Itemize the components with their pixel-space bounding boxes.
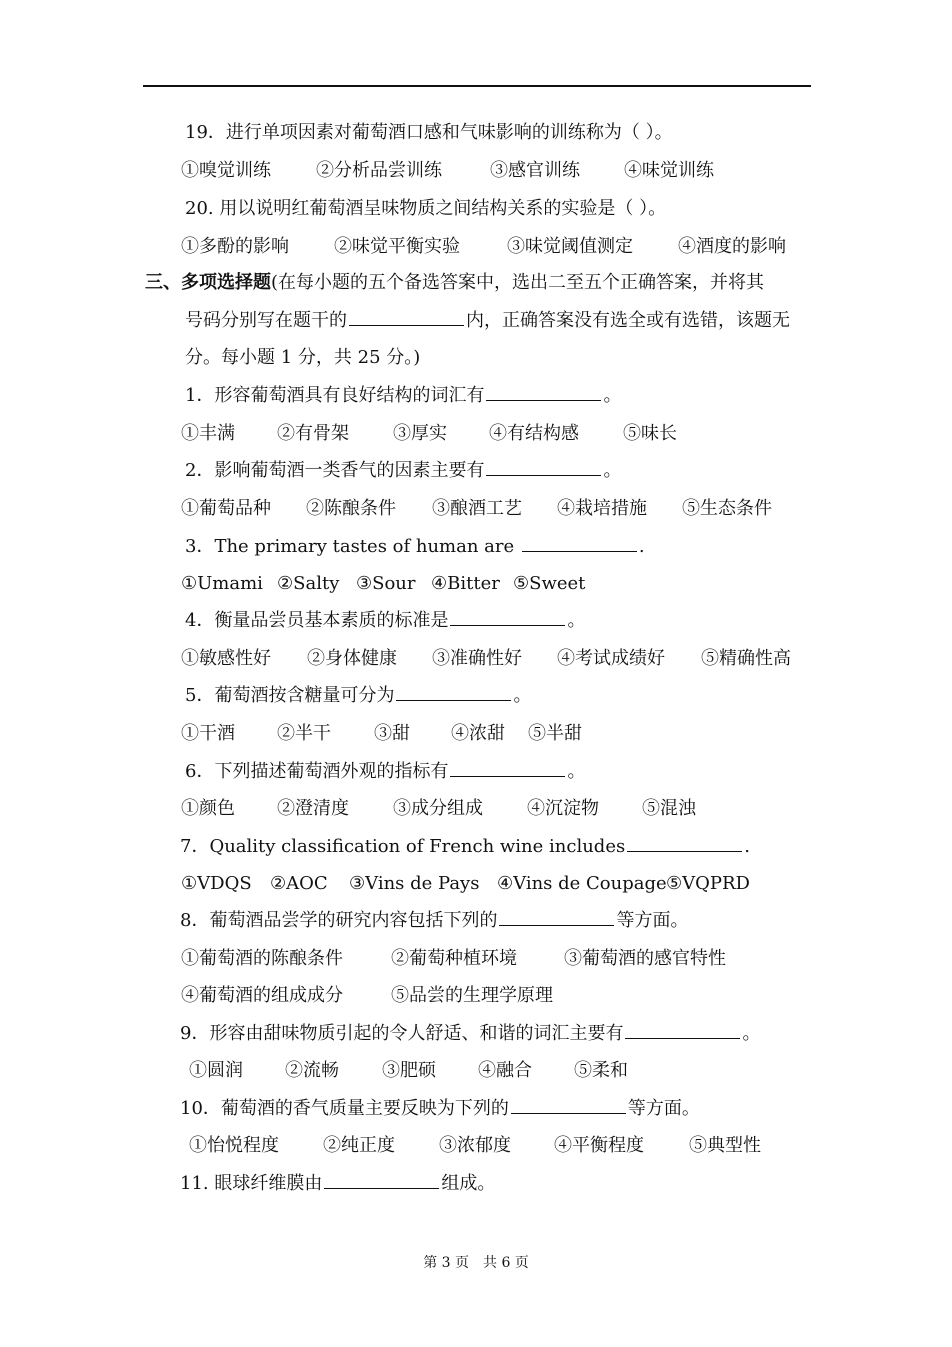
option: ②AOC xyxy=(270,873,328,894)
multi-question-4-stem: 4．衡量品尝员基本素质的标准是 。 xyxy=(185,610,586,631)
multi-question-7-stem: 7．Quality classification of French wine includes . xyxy=(180,836,750,857)
option: ③酿酒工艺 xyxy=(432,498,522,519)
question-20-stem: 20. 用以说明红葡萄酒呈味物质之间结构关系的实验是（ ）。 xyxy=(185,198,667,219)
answer-blank xyxy=(450,760,565,777)
option: ⑤品尝的生理学原理 xyxy=(391,985,553,1006)
option: ②身体健康 xyxy=(307,648,397,669)
option: ②分析品尝训练 xyxy=(316,160,442,181)
option: ③肥硕 xyxy=(382,1060,436,1081)
option: ④栽培措施 xyxy=(557,498,647,519)
option: ③Vins de Pays xyxy=(349,873,480,894)
option: ⑤精确性高 xyxy=(701,648,791,669)
header-rule xyxy=(143,85,811,87)
option: ③Sour xyxy=(356,573,416,594)
option: ④沉淀物 xyxy=(527,798,599,819)
answer-blank xyxy=(349,309,464,326)
option: ④葡萄酒的组成成分 xyxy=(181,985,343,1006)
option: ⑤典型性 xyxy=(689,1135,761,1156)
option: ②流畅 xyxy=(285,1060,339,1081)
option: ②纯正度 xyxy=(323,1135,395,1156)
multi-question-11-stem: 11. 眼球纤维膜由 组成。 xyxy=(180,1173,496,1194)
option: ③成分组成 xyxy=(393,798,483,819)
option: ⑤柔和 xyxy=(574,1060,628,1081)
option: ③浓郁度 xyxy=(439,1135,511,1156)
answer-blank xyxy=(396,684,511,701)
multi-question-8-stem: 8．葡萄酒品尝学的研究内容包括下列的 等方面。 xyxy=(180,910,689,931)
option: ①丰满 xyxy=(181,423,235,444)
page-footer: 第 3 页 共 6 页 xyxy=(423,1255,529,1271)
option: ①颜色 xyxy=(181,798,235,819)
multi-question-5-stem: 5．葡萄酒按含糖量可分为 。 xyxy=(185,685,532,706)
option: ②澄清度 xyxy=(277,798,349,819)
section-3-heading xyxy=(145,271,764,295)
option: ③感官训练 xyxy=(490,160,580,181)
option: ①葡萄品种 xyxy=(181,498,271,519)
option: ①葡萄酒的陈酿条件 xyxy=(181,948,343,969)
option: ③准确性好 xyxy=(432,648,522,669)
option: ④Vins de Coupage xyxy=(497,873,667,894)
answer-blank xyxy=(499,909,614,926)
option: ⑤Sweet xyxy=(513,573,586,594)
option: ④融合 xyxy=(478,1060,532,1081)
option: ②味觉平衡实验 xyxy=(334,236,460,257)
option: ④平衡程度 xyxy=(554,1135,644,1156)
answer-blank xyxy=(522,535,637,552)
multi-question-2-stem: 2．影响葡萄酒一类香气的因素主要有 。 xyxy=(185,460,622,481)
option: ②有骨架 xyxy=(277,423,349,444)
option: ②半干 xyxy=(277,723,331,744)
option: ①圆润 xyxy=(189,1060,243,1081)
answer-blank xyxy=(486,459,601,476)
option: ⑤半甜 xyxy=(528,723,582,744)
option: ①敏感性好 xyxy=(181,648,271,669)
option: ⑤生态条件 xyxy=(682,498,772,519)
option: ④有结构感 xyxy=(489,423,579,444)
option: ⑤味长 xyxy=(623,423,677,444)
option: ③厚实 xyxy=(393,423,447,444)
option: ②葡萄种植环境 xyxy=(391,948,517,969)
section-3-intro-line-3: 分。每小题 1 分，共 25 分。) xyxy=(185,347,421,368)
answer-blank xyxy=(324,1172,439,1189)
section-3-intro: (在每小题的五个备选答案中，选出二至五个正确答案，并将其 xyxy=(271,272,765,293)
option: ①嗅觉训练 xyxy=(181,160,271,181)
question-19-stem: 19．进行单项因素对葡萄酒口感和气味影响的训练称为（ ）。 xyxy=(185,122,673,143)
option: ③味觉阈值测定 xyxy=(507,236,633,257)
answer-blank xyxy=(450,609,565,626)
option: ①怡悦程度 xyxy=(189,1135,279,1156)
option: ⑤混浊 xyxy=(642,798,696,819)
multi-question-10-stem: 10．葡萄酒的香气质量主要反映为下列的 等方面。 xyxy=(180,1098,700,1119)
option: ①VDQS xyxy=(181,873,252,894)
option: ③葡萄酒的感官特性 xyxy=(564,948,726,969)
option: ④酒度的影响 xyxy=(678,236,786,257)
option: ④考试成绩好 xyxy=(557,648,665,669)
answer-blank xyxy=(511,1097,626,1114)
multi-question-3-stem: 3．The primary tastes of human are . xyxy=(185,536,645,557)
multi-question-1-stem: 1．形容葡萄酒具有良好结构的词汇有 。 xyxy=(185,385,622,406)
option: ④味觉训练 xyxy=(624,160,714,181)
option: ③甜 xyxy=(374,723,410,744)
multi-question-6-stem: 6．下列描述葡萄酒外观的指标有 。 xyxy=(185,761,586,782)
multi-question-9-stem: 9．形容由甜味物质引起的令人舒适、和谐的词汇主要有 。 xyxy=(180,1023,761,1044)
section-3-intro-line-2: 号码分别写在题干的 内，正确答案没有选全或有选错，该题无 xyxy=(185,310,790,331)
option: ④浓甜 xyxy=(451,723,505,744)
answer-blank xyxy=(627,835,742,852)
option: ②Salty xyxy=(277,573,340,594)
option: ①多酚的影响 xyxy=(181,236,289,257)
answer-blank xyxy=(625,1022,740,1039)
answer-blank xyxy=(486,384,601,401)
section-3-title: 三、多项选择题 xyxy=(145,272,271,293)
option: ①干酒 xyxy=(181,723,235,744)
option: ④Bitter xyxy=(431,573,500,594)
option: ②陈酿条件 xyxy=(306,498,396,519)
option: ⑤VQPRD xyxy=(666,873,750,894)
option: ①Umami xyxy=(181,573,263,594)
